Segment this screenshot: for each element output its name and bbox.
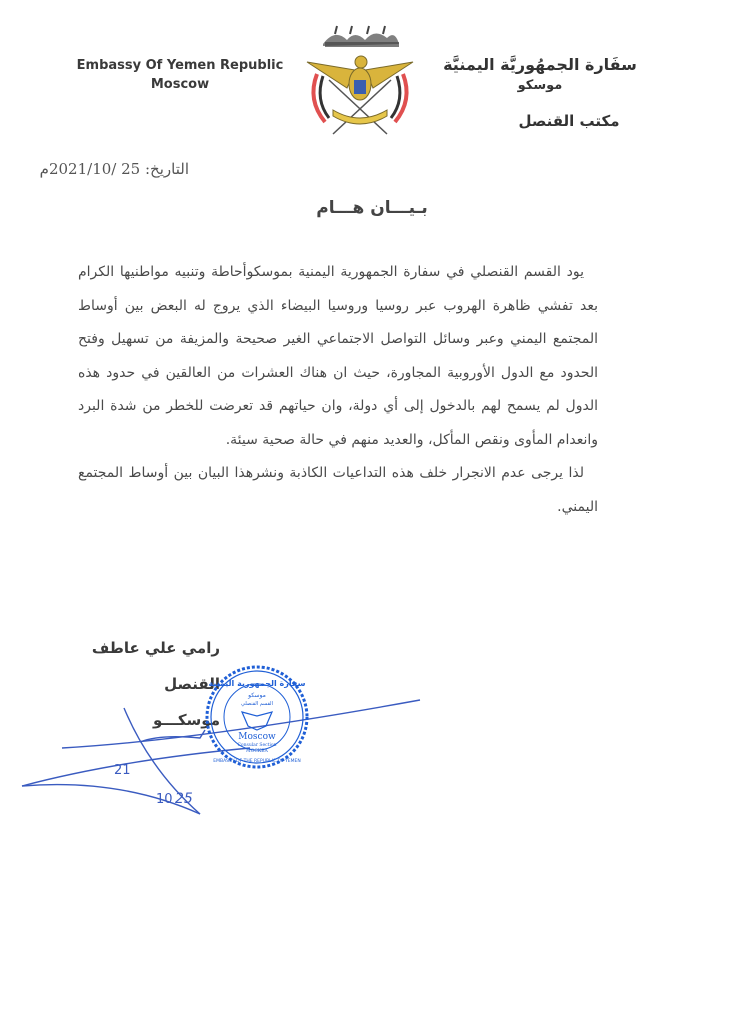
signatory-name: رامي علي عاطف	[91, 639, 220, 657]
stamp-english-section: Consular Section	[237, 743, 277, 748]
handwritten-month: 10	[156, 792, 173, 807]
stamp-english-city: Moscow	[238, 732, 276, 742]
embassy-name-arabic: سفَارة الجمهُوريَّة اليمنيَّة	[443, 55, 637, 74]
city-english: Moscow	[150, 77, 210, 92]
letterhead-english	[70, 56, 290, 94]
handwritten-year: 21	[114, 763, 131, 778]
consul-office-arabic: مكتب القنصل	[518, 112, 620, 130]
eagle-emblem-icon	[295, 22, 425, 142]
city-arabic: موسكو	[517, 78, 563, 93]
body-paragraph-2: لذا يرجى عدم الانجرار خلف هذه التداعيات الكاذبة ونشرهذا البيان بين أوساط المجتمع اليمني.	[78, 465, 598, 515]
yemen-emblem	[295, 22, 425, 142]
statement-body	[78, 256, 598, 524]
document-date	[40, 160, 189, 178]
signature-block	[80, 630, 220, 738]
date-label: التاريخ:	[145, 160, 189, 178]
body-paragraph-1: يود القسم القنصلي في سفارة الجمهورية اليمنية بموسكوأحاطة وتنبيه مواطنيها الكرام بعد تفشي ظاهرة الهروب عبر روسيا وروسيا البيضاء الذي يروج له البعض بين أوساط المجتمع اليمني وعبر وسائل التواصل الاجتماعي الغير صحيحة والمزيفة من تسهيل وفتح الحدود مع الدول الأوروبية المجاورة، حيث ان هناك العشرات من العالقين في حدود هذه الدول لم يسمح لهم بالدخول إلى أي دولة، وان حياتهم قد تعرضت للخطر من شدة البرد وانعدام المأوى ونقص المأكل، والعديد منهم في حالة صحية سيئة.	[78, 264, 598, 448]
basmala-calligraphy	[323, 26, 399, 47]
statement-heading: بـيـــان هـــام	[316, 198, 428, 218]
handwritten-day: 25	[175, 791, 193, 807]
stamp-seal-icon	[204, 664, 310, 770]
signatory-city: موسكـــو	[153, 711, 220, 729]
signature-stroke-3	[22, 785, 200, 814]
stamp-english-ring: EMBASSY OF THE REPUBLIC OF YEMEN	[213, 759, 301, 764]
stamp-arabic-section: القسم القنصلي	[241, 701, 273, 707]
stamp-emblem-icon	[242, 712, 272, 730]
official-stamp	[204, 664, 310, 770]
stamp-arabic-city: موسكو	[248, 692, 266, 699]
embassy-name-english: Embassy Of Yemen Republic	[76, 58, 284, 73]
stamp-arabic-ring: سفارة الجمهورية اليمنية	[208, 679, 306, 688]
date-value: 25 /2021/10م	[39, 160, 141, 178]
letterhead-arabic	[440, 54, 640, 130]
signatory-title: القنصل	[164, 675, 220, 693]
stamp-russian-city: МОСКВА	[246, 749, 268, 754]
